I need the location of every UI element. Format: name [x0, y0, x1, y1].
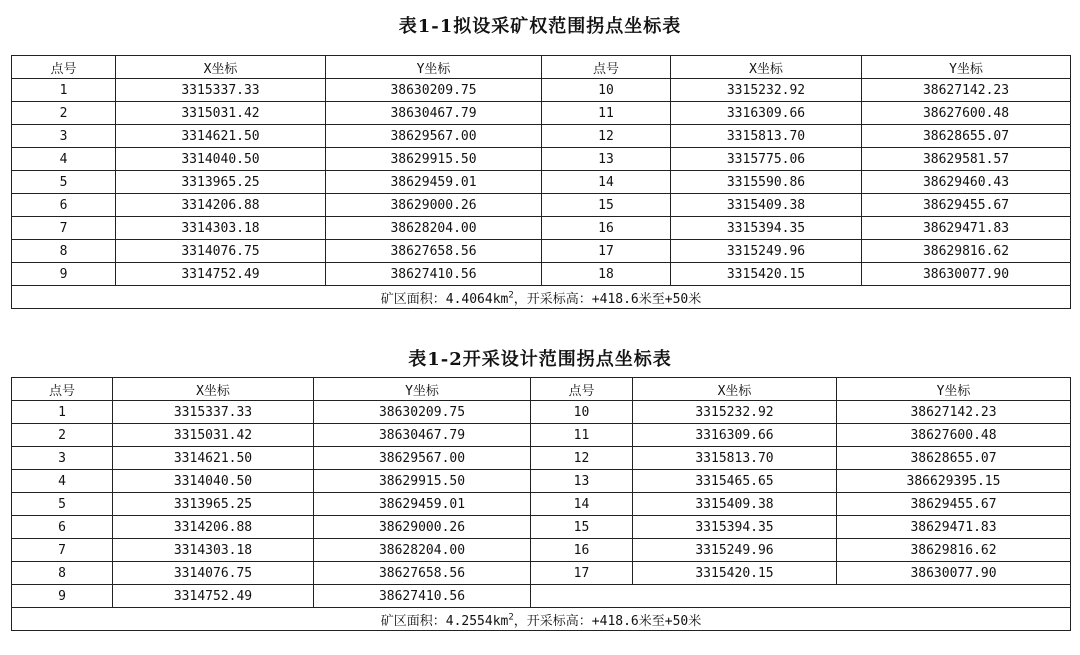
- header-point-no: 点号: [542, 56, 671, 79]
- y-coord-cell: 38628655.07: [862, 125, 1071, 148]
- x-coord-cell: 3314303.18: [116, 217, 326, 240]
- x-coord-cell: 3314621.50: [113, 447, 314, 470]
- header-y-coord: Y坐标: [326, 56, 542, 79]
- table-row: [12, 470, 1071, 493]
- area-text: 矿区面积：4.4064km: [380, 291, 509, 307]
- x-coord-cell: 3316309.66: [671, 102, 862, 125]
- coordinate-table-2: [11, 377, 1071, 631]
- x-coord-cell: 3315394.35: [671, 217, 862, 240]
- y-coord-cell: 38627600.48: [862, 102, 1071, 125]
- table-1-title: 表1-1拟设采矿权范围拐点坐标表: [398, 16, 682, 37]
- y-coord-cell: 38629915.50: [314, 470, 531, 493]
- point-no-cell: 3: [12, 125, 116, 148]
- elevation-text: ，开采标高：+418.6米至+50米: [513, 291, 702, 307]
- area-text: 矿区面积：4.2554km: [380, 613, 509, 629]
- area-unit-superscript: 2: [508, 612, 514, 623]
- header-y-coord: Y坐标: [314, 378, 531, 401]
- x-coord-cell: 3315409.38: [671, 194, 862, 217]
- table-footer-row: [12, 286, 1071, 309]
- x-coord-cell: 3313965.25: [113, 493, 314, 516]
- y-coord-cell: 38629459.01: [326, 171, 542, 194]
- x-coord-cell: 3315813.70: [633, 447, 837, 470]
- point-no-cell: 2: [12, 102, 116, 125]
- x-coord-cell: 3315031.42: [113, 424, 314, 447]
- header-x-coord: X坐标: [116, 56, 326, 79]
- y-coord-cell: 38627600.48: [837, 424, 1071, 447]
- point-no-cell: 9: [12, 585, 113, 608]
- y-coord-cell: 38627142.23: [837, 401, 1071, 424]
- y-coord-cell: 38629000.26: [326, 194, 542, 217]
- x-coord-cell: 3315249.96: [671, 240, 862, 263]
- x-coord-cell: 3315590.86: [671, 171, 862, 194]
- y-coord-cell: 38629581.57: [862, 148, 1071, 171]
- point-no-cell: 1: [12, 401, 113, 424]
- x-coord-cell: 3315249.96: [633, 539, 837, 562]
- coordinate-table-1: [11, 55, 1071, 309]
- point-no-cell: 3: [12, 447, 113, 470]
- point-no-cell: 17: [542, 240, 671, 263]
- x-coord-cell: 3314076.75: [113, 562, 314, 585]
- y-coord-cell: 38628204.00: [326, 217, 542, 240]
- point-no-cell: 16: [531, 539, 633, 562]
- point-no-cell: 11: [531, 424, 633, 447]
- point-no-cell: 6: [12, 194, 116, 217]
- y-coord-cell: 38627658.56: [314, 562, 531, 585]
- point-no-cell: 6: [12, 516, 113, 539]
- y-coord-cell: 38627410.56: [314, 585, 531, 608]
- header-x-coord: X坐标: [633, 378, 837, 401]
- table-row: [12, 493, 1071, 516]
- table-row: [12, 516, 1071, 539]
- x-coord-cell: 3314076.75: [116, 240, 326, 263]
- x-coord-cell: 3315409.38: [633, 493, 837, 516]
- area-unit-superscript: 2: [508, 290, 514, 301]
- x-coord-cell: 3315394.35: [633, 516, 837, 539]
- point-no-cell: 16: [542, 217, 671, 240]
- point-no-cell: 17: [531, 562, 633, 585]
- header-y-coord: Y坐标: [837, 378, 1071, 401]
- x-coord-cell: 3314752.49: [116, 263, 326, 286]
- point-no-cell: 15: [542, 194, 671, 217]
- point-no-cell: 4: [12, 148, 116, 171]
- table-footer-row: [12, 608, 1071, 631]
- point-no-cell: 14: [542, 171, 671, 194]
- x-coord-cell: 3314752.49: [113, 585, 314, 608]
- y-coord-cell: 38628204.00: [314, 539, 531, 562]
- table-row: [12, 585, 1071, 608]
- point-no-cell: 4: [12, 470, 113, 493]
- x-coord-cell: 3315775.06: [671, 148, 862, 171]
- point-no-cell: 8: [12, 240, 116, 263]
- x-coord-cell: 3314040.50: [116, 148, 326, 171]
- y-coord-cell: 386629395.15: [837, 470, 1071, 493]
- point-no-cell: 11: [542, 102, 671, 125]
- table-row: [12, 171, 1071, 194]
- x-coord-cell: 3313965.25: [116, 171, 326, 194]
- point-no-cell: 9: [12, 263, 116, 286]
- y-coord-cell: 38629471.83: [862, 217, 1071, 240]
- y-coord-cell: 38629567.00: [326, 125, 542, 148]
- y-coord-cell: 38629567.00: [314, 447, 531, 470]
- elevation-text: ，开采标高：+418.6米至+50米: [513, 613, 702, 629]
- point-no-cell: 14: [531, 493, 633, 516]
- x-coord-cell: 3315420.15: [671, 263, 862, 286]
- point-no-cell: 13: [531, 470, 633, 493]
- x-coord-cell: 3314621.50: [116, 125, 326, 148]
- y-coord-cell: 38627658.56: [326, 240, 542, 263]
- table-row: [12, 263, 1071, 286]
- y-coord-cell: 38629455.67: [862, 194, 1071, 217]
- x-coord-cell: 3315337.33: [113, 401, 314, 424]
- table-row: [12, 539, 1071, 562]
- header-x-coord: X坐标: [113, 378, 314, 401]
- point-no-cell: 5: [12, 493, 113, 516]
- table-row: [12, 240, 1071, 263]
- table-row: [12, 447, 1071, 470]
- x-coord-cell: 3315420.15: [633, 562, 837, 585]
- y-coord-cell: 38628655.07: [837, 447, 1071, 470]
- mining-area-note: [12, 608, 1071, 631]
- point-no-cell: 13: [542, 148, 671, 171]
- point-no-cell: 7: [12, 217, 116, 240]
- y-coord-cell: 38630467.79: [326, 102, 542, 125]
- x-coord-cell: 3315465.65: [633, 470, 837, 493]
- x-coord-cell: 3314206.88: [113, 516, 314, 539]
- table-row: [12, 102, 1071, 125]
- y-coord-cell: 38630209.75: [326, 79, 542, 102]
- y-coord-cell: 38629000.26: [314, 516, 531, 539]
- point-no-cell: 10: [531, 401, 633, 424]
- point-no-cell: 12: [531, 447, 633, 470]
- y-coord-cell: 38630209.75: [314, 401, 531, 424]
- y-coord-cell: 38629455.67: [837, 493, 1071, 516]
- table-row: [12, 401, 1071, 424]
- point-no-cell: 5: [12, 171, 116, 194]
- x-coord-cell: 3314206.88: [116, 194, 326, 217]
- point-no-cell: 15: [531, 516, 633, 539]
- x-coord-cell: 3315337.33: [116, 79, 326, 102]
- table-header-row: [12, 56, 1071, 79]
- table-2-title: 表1-2开采设计范围拐点坐标表: [408, 349, 672, 370]
- x-coord-cell: 3316309.66: [633, 424, 837, 447]
- table-row: [12, 79, 1071, 102]
- header-point-no: 点号: [12, 378, 113, 401]
- point-no-cell: 10: [542, 79, 671, 102]
- header-point-no: 点号: [12, 56, 116, 79]
- header-y-coord: Y坐标: [862, 56, 1071, 79]
- table-row: [12, 194, 1071, 217]
- x-coord-cell: 3315232.92: [671, 79, 862, 102]
- y-coord-cell: 38630077.90: [837, 562, 1071, 585]
- y-coord-cell: 38627410.56: [326, 263, 542, 286]
- header-point-no: 点号: [531, 378, 633, 401]
- point-no-cell: 7: [12, 539, 113, 562]
- table-header-row: [12, 378, 1071, 401]
- y-coord-cell: 38629816.62: [862, 240, 1071, 263]
- y-coord-cell: 38630077.90: [862, 263, 1071, 286]
- header-x-coord: X坐标: [671, 56, 862, 79]
- y-coord-cell: 38629915.50: [326, 148, 542, 171]
- point-no-cell: 18: [542, 263, 671, 286]
- y-coord-cell: 38629459.01: [314, 493, 531, 516]
- x-coord-cell: 3315813.70: [671, 125, 862, 148]
- y-coord-cell: 38629471.83: [837, 516, 1071, 539]
- x-coord-cell: 3314303.18: [113, 539, 314, 562]
- x-coord-cell: 3315232.92: [633, 401, 837, 424]
- empty-cell: [531, 585, 1071, 608]
- table-row: [12, 562, 1071, 585]
- table-row: [12, 217, 1071, 240]
- point-no-cell: 8: [12, 562, 113, 585]
- table-row: [12, 148, 1071, 171]
- body-text-cutoff: [0, 646, 1080, 655]
- x-coord-cell: 3315031.42: [116, 102, 326, 125]
- y-coord-cell: 38627142.23: [862, 79, 1071, 102]
- table-row: [12, 125, 1071, 148]
- y-coord-cell: 38630467.79: [314, 424, 531, 447]
- x-coord-cell: 3314040.50: [113, 470, 314, 493]
- y-coord-cell: 38629460.43: [862, 171, 1071, 194]
- y-coord-cell: 38629816.62: [837, 539, 1071, 562]
- point-no-cell: 1: [12, 79, 116, 102]
- point-no-cell: 12: [542, 125, 671, 148]
- mining-area-note: [12, 286, 1071, 309]
- point-no-cell: 2: [12, 424, 113, 447]
- table-row: [12, 424, 1071, 447]
